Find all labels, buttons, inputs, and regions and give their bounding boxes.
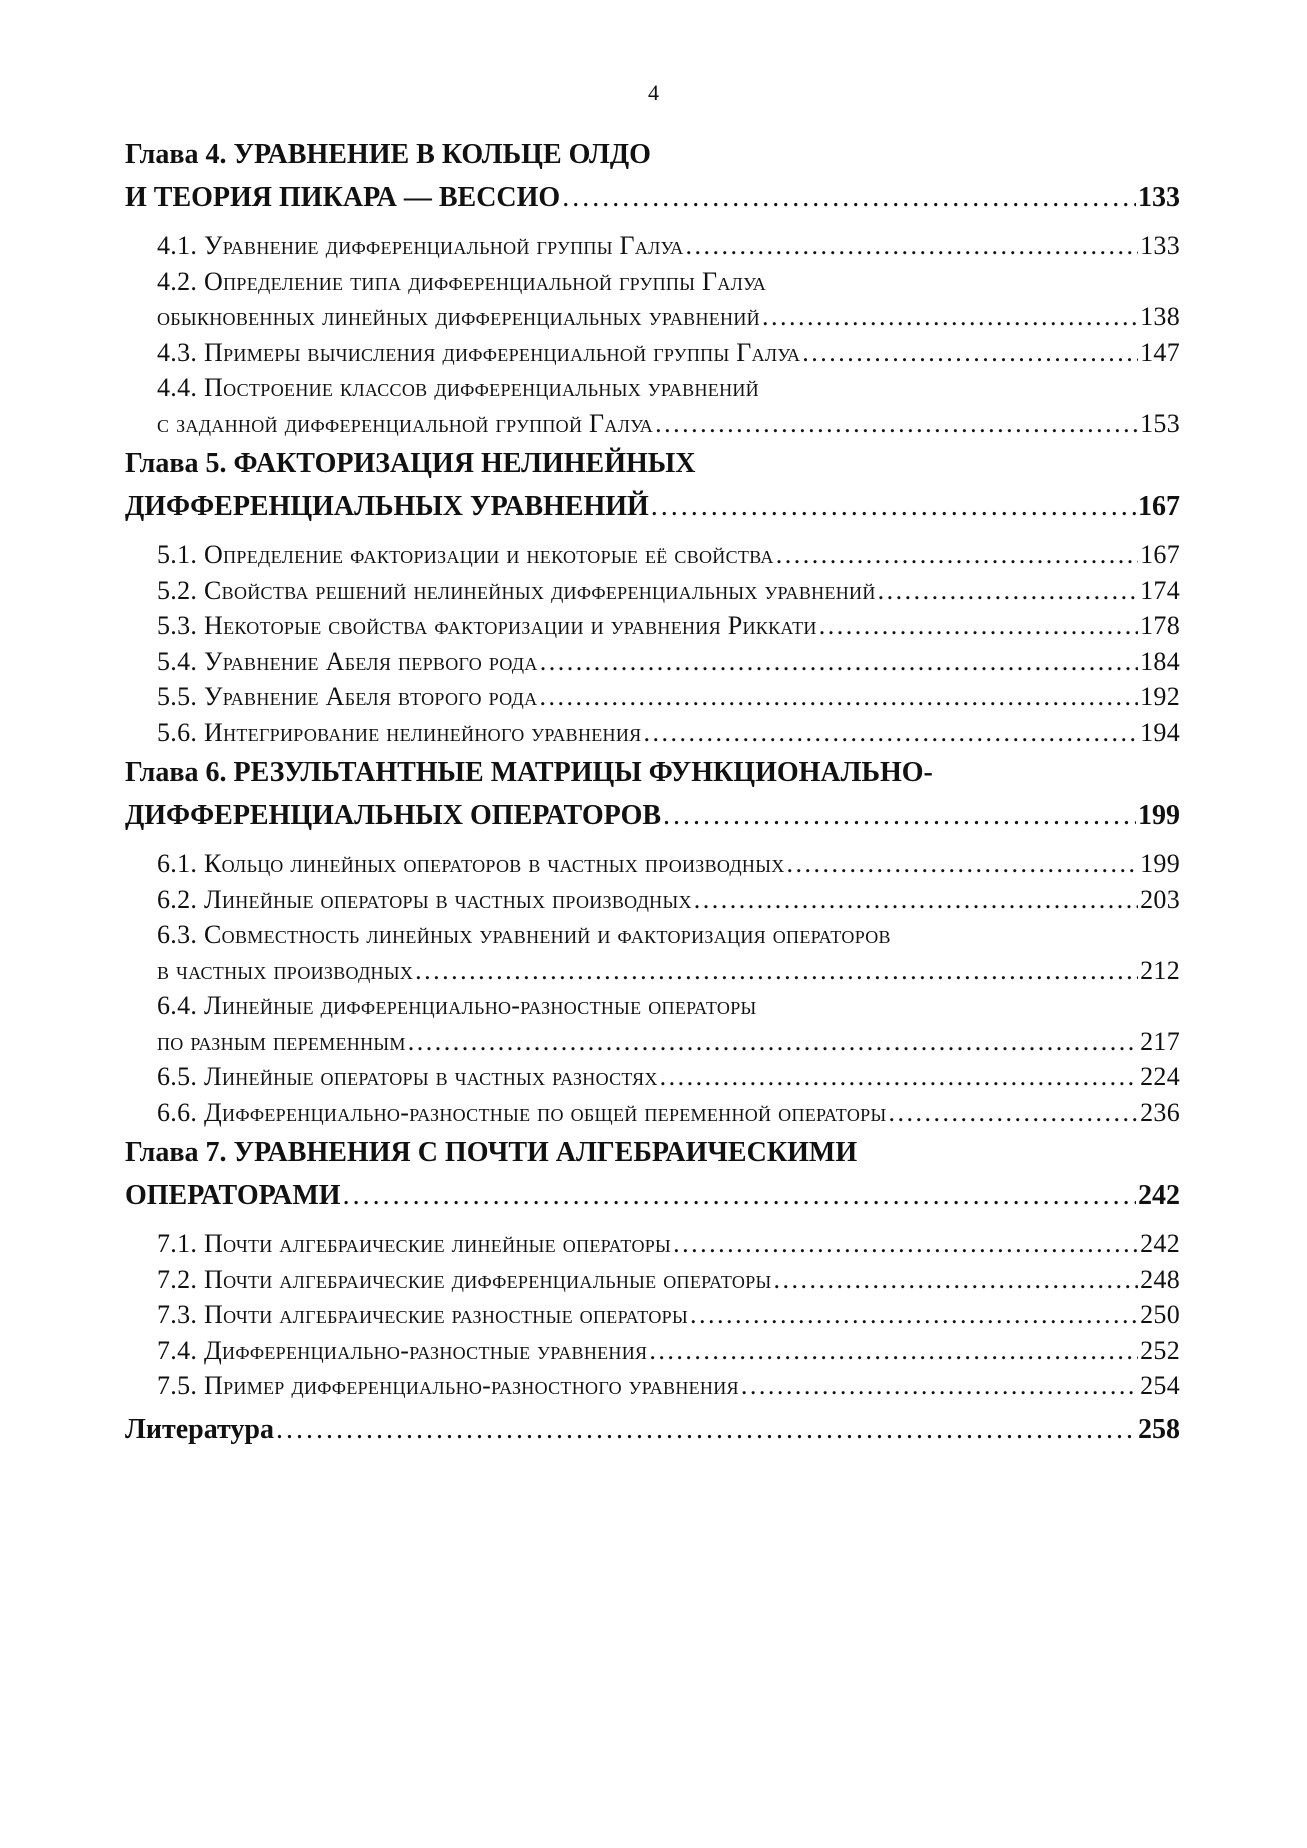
section-row: [157, 299, 1180, 335]
section-entry: [157, 264, 1180, 335]
dot-leader: [673, 1226, 1138, 1262]
section-number: 4.1.: [157, 231, 198, 260]
section-entry: [157, 608, 1180, 644]
dot-leader: [819, 608, 1138, 644]
section-title: [157, 1095, 886, 1131]
section-row: [157, 715, 1180, 751]
section-title-text: Свойства решений нелинейных дифференциальных уравнений: [204, 575, 876, 605]
section-title-text: Определение типа дифференциальной группы Галуа: [204, 266, 767, 296]
dot-leader: [415, 953, 1138, 989]
dot-leader: [802, 335, 1138, 371]
section-row: [157, 335, 1180, 371]
dot-leader: [651, 483, 1136, 531]
dot-leader: [774, 1262, 1139, 1298]
dot-leader: [741, 1368, 1138, 1404]
section-page-number: 178: [1140, 611, 1180, 640]
chapter-title-line2: ДИФФЕРЕНЦИАЛЬНЫХ ОПЕРАТОРОВ: [125, 800, 662, 831]
section-title-text: Определение факторизации и некоторые её свойства: [204, 540, 774, 569]
chapter-page-number: 167: [1138, 491, 1180, 522]
section-title-line2: по разным переменным: [157, 1026, 406, 1056]
section-page-number: 147: [1140, 337, 1180, 367]
section-entry: [157, 1226, 1180, 1262]
section-row: [157, 1297, 1180, 1333]
dot-leader: [762, 299, 1138, 335]
section-number: 5.3.: [157, 611, 198, 640]
chapter-title-line1: Глава 5. ФАКТОРИЗАЦИЯ НЕЛИНЕЙНЫХ: [125, 448, 696, 479]
chapter-title-row: [125, 1172, 1180, 1220]
dot-leader: [776, 537, 1138, 573]
section-number: 4.3.: [157, 337, 198, 367]
section-title-text: Построение классов дифференциальных уравнений: [204, 373, 759, 402]
section-entry: [157, 846, 1180, 882]
section-title: [157, 573, 876, 609]
section-row: [157, 1226, 1180, 1262]
section-number: 5.4.: [157, 646, 198, 676]
section-entry: [157, 917, 1180, 988]
section-title-text: Уравнение дифференциальной группы Галуа: [204, 231, 684, 260]
section-number: 6.2.: [157, 884, 198, 914]
section-list: [125, 1226, 1180, 1404]
section-row: [157, 953, 1180, 989]
section-entry: [157, 370, 1180, 441]
section-title: [157, 1226, 671, 1262]
chapter-entry: [125, 1134, 1180, 1220]
dot-leader: [562, 174, 1136, 222]
dot-leader: [408, 1024, 1138, 1060]
section-number: 7.5.: [157, 1371, 198, 1400]
section-page-number: 248: [1140, 1264, 1180, 1294]
section-title: [157, 228, 684, 264]
section-row: [157, 1262, 1180, 1298]
section-title-line1: [157, 917, 1180, 953]
section-entry: [157, 882, 1180, 918]
section-number: 6.3.: [157, 920, 198, 949]
section-title: [157, 608, 817, 644]
dot-leader: [787, 846, 1139, 882]
dot-leader: [686, 228, 1139, 264]
section-title: [157, 537, 774, 573]
section-title-line2: обыкновенных линейных дифференциальных уравнений: [157, 302, 760, 331]
section-title: [157, 1297, 688, 1333]
section-title-line1: [157, 370, 1180, 406]
section-number: 7.1.: [157, 1229, 198, 1258]
chapter-title-line1: Глава 7. УРАВНЕНИЯ С ПОЧТИ АЛГЕБРАИЧЕСКИМИ: [125, 1137, 858, 1168]
section-title-text: Некоторые свойства факторизации и уравнения Риккати: [204, 611, 817, 640]
chapter-title-row: [125, 174, 1180, 222]
section-row: [157, 1059, 1180, 1095]
section-title-line2: в частных производных: [157, 955, 414, 985]
section-entry: [157, 573, 1180, 609]
section-title-text: Линейные дифференциально-разностные операторы: [204, 991, 757, 1020]
section-number: 6.4.: [157, 991, 198, 1020]
page-number: 4: [648, 80, 659, 105]
section-number: 7.4.: [157, 1335, 198, 1365]
section-entry: [157, 1262, 1180, 1298]
section-title: [157, 1333, 647, 1369]
section-title: [157, 715, 641, 751]
chapter-title-line2: И ТЕОРИЯ ПИКАРА — ВЕССИО: [125, 182, 561, 213]
dot-leader: [663, 792, 1136, 840]
section-row: [157, 1095, 1180, 1131]
dot-leader: [878, 573, 1138, 609]
section-list: [125, 537, 1180, 750]
dot-leader: [343, 1172, 1136, 1220]
section-page-number: 212: [1140, 955, 1180, 985]
section-title-text: Интегрирование нелинейного уравнения: [204, 717, 642, 747]
section-number: 7.3.: [157, 1300, 198, 1329]
section-title-text: Почти алгебраические дифференциальные операторы: [204, 1264, 772, 1294]
section-row: [157, 1333, 1180, 1369]
section-entry: [157, 537, 1180, 573]
chapter-entry: [125, 445, 1180, 531]
section-title-text: Дифференциально-разностные уравнения: [204, 1335, 648, 1365]
dot-leader: [888, 1095, 1138, 1131]
section-title: [157, 882, 692, 918]
dot-leader: [690, 1297, 1138, 1333]
chapter-entry: [125, 136, 1180, 222]
section-row: [157, 882, 1180, 918]
section-page-number: 250: [1140, 1300, 1180, 1329]
section-entry: [157, 1059, 1180, 1095]
section-title-text: Линейные операторы в частных производных: [204, 884, 692, 914]
section-page-number: 203: [1140, 884, 1180, 914]
section-list: [125, 228, 1180, 441]
section-page-number: 236: [1140, 1097, 1180, 1127]
section-title-text: Уравнение Абеля второго рода: [204, 682, 538, 711]
section-title-line1: [157, 264, 1180, 300]
section-row: [157, 573, 1180, 609]
section-title-text: Почти алгебраические разностные операторы: [204, 1300, 688, 1329]
section-page-number: 217: [1140, 1026, 1180, 1056]
section-page-number: 194: [1140, 717, 1180, 747]
section-row: [157, 537, 1180, 573]
section-number: 6.1.: [157, 849, 198, 878]
section-row: [157, 679, 1180, 715]
section-entry: [157, 644, 1180, 680]
chapter-title-row: [125, 792, 1180, 840]
section-title-line1: [157, 988, 1180, 1024]
section-entry: [157, 228, 1180, 264]
section-title-text: Примеры вычисления дифференциальной группы Галуа: [204, 337, 801, 367]
literature-entry: [125, 1408, 1180, 1452]
section-page-number: 167: [1140, 540, 1180, 569]
section-page-number: 192: [1140, 682, 1180, 711]
section-page-number: 199: [1140, 849, 1180, 878]
section-number: 5.2.: [157, 575, 198, 605]
section-entry: [157, 715, 1180, 751]
section-title: [157, 1059, 658, 1095]
section-page-number: 133: [1140, 231, 1180, 260]
dot-leader: [540, 644, 1138, 680]
section-title: [157, 644, 538, 680]
dot-leader: [539, 679, 1138, 715]
section-page-number: 254: [1140, 1371, 1180, 1400]
section-number: 4.2.: [157, 266, 198, 296]
section-title-text: Совместность линейных уравнений и факторизация операторов: [204, 920, 891, 949]
literature-page-number: 258: [1138, 1413, 1180, 1445]
dot-leader: [694, 882, 1138, 918]
section-number: 5.6.: [157, 717, 198, 747]
section-entry: [157, 1095, 1180, 1131]
section-number: 7.2.: [157, 1264, 198, 1294]
section-page-number: 153: [1140, 408, 1180, 438]
dot-leader: [276, 1408, 1136, 1452]
dot-leader: [655, 406, 1138, 442]
section-page-number: 138: [1140, 302, 1180, 331]
section-number: 4.4.: [157, 373, 198, 402]
section-title-text: Пример дифференциально-разностного уравнения: [204, 1371, 739, 1400]
section-row: [157, 406, 1180, 442]
section-page-number: 224: [1140, 1062, 1180, 1091]
section-number: 6.5.: [157, 1062, 198, 1091]
section-page-number: 174: [1140, 575, 1180, 605]
chapter-title-line1: Глава 6. РЕЗУЛЬТАНТНЫЕ МАТРИЦЫ ФУНКЦИОНАЛЬНО-: [125, 757, 933, 788]
section-row: [157, 644, 1180, 680]
section-list: [125, 846, 1180, 1130]
dot-leader: [649, 1333, 1138, 1369]
section-page-number: 252: [1140, 1335, 1180, 1365]
section-title: [157, 1368, 739, 1404]
dot-leader: [660, 1059, 1138, 1095]
chapter-entry: [125, 754, 1180, 840]
section-page-number: 242: [1140, 1229, 1180, 1258]
section-title-text: Линейные операторы в частных разностях: [204, 1062, 658, 1091]
section-entry: [157, 1333, 1180, 1369]
section-title: [157, 846, 785, 882]
section-number: 5.1.: [157, 540, 198, 569]
chapter-title-line2: ДИФФЕРЕНЦИАЛЬНЫХ УРАВНЕНИЙ: [125, 491, 649, 522]
section-title: [157, 679, 537, 715]
section-page-number: 184: [1140, 646, 1180, 676]
chapter-page-number: 133: [1138, 182, 1180, 213]
section-row: [157, 608, 1180, 644]
section-entry: [157, 335, 1180, 371]
section-title-text: Уравнение Абеля первого рода: [204, 646, 538, 676]
section-row: [157, 1024, 1180, 1060]
section-entry: [157, 1297, 1180, 1333]
chapter-title-line2: ОПЕРАТОРАМИ: [125, 1180, 341, 1211]
table-of-contents: [125, 134, 1180, 1452]
chapter-title-line1: Глава 4. УРАВНЕНИЕ В КОЛЬЦЕ ОЛДО: [125, 139, 651, 170]
section-number: 5.5.: [157, 682, 198, 711]
literature-title: Литература: [125, 1413, 274, 1445]
chapter-page-number: 199: [1138, 800, 1180, 831]
section-number: 6.6.: [157, 1097, 198, 1127]
chapter-page-number: 242: [1138, 1180, 1180, 1211]
section-title: [157, 335, 800, 371]
section-title: [157, 1262, 772, 1298]
section-row: [157, 1368, 1180, 1404]
section-row: [157, 846, 1180, 882]
section-title-text: Почти алгебраические линейные операторы: [204, 1229, 672, 1258]
section-title-text: Кольцо линейных операторов в частных производных: [204, 849, 785, 878]
dot-leader: [643, 715, 1138, 751]
section-entry: [157, 1368, 1180, 1404]
section-entry: [157, 988, 1180, 1059]
section-row: [157, 228, 1180, 264]
chapter-title-row: [125, 483, 1180, 531]
section-title-text: Дифференциально-разностные по общей переменной операторы: [204, 1097, 887, 1127]
section-title-line2: с заданной дифференциальной группой Галуа: [157, 408, 654, 438]
section-entry: [157, 679, 1180, 715]
